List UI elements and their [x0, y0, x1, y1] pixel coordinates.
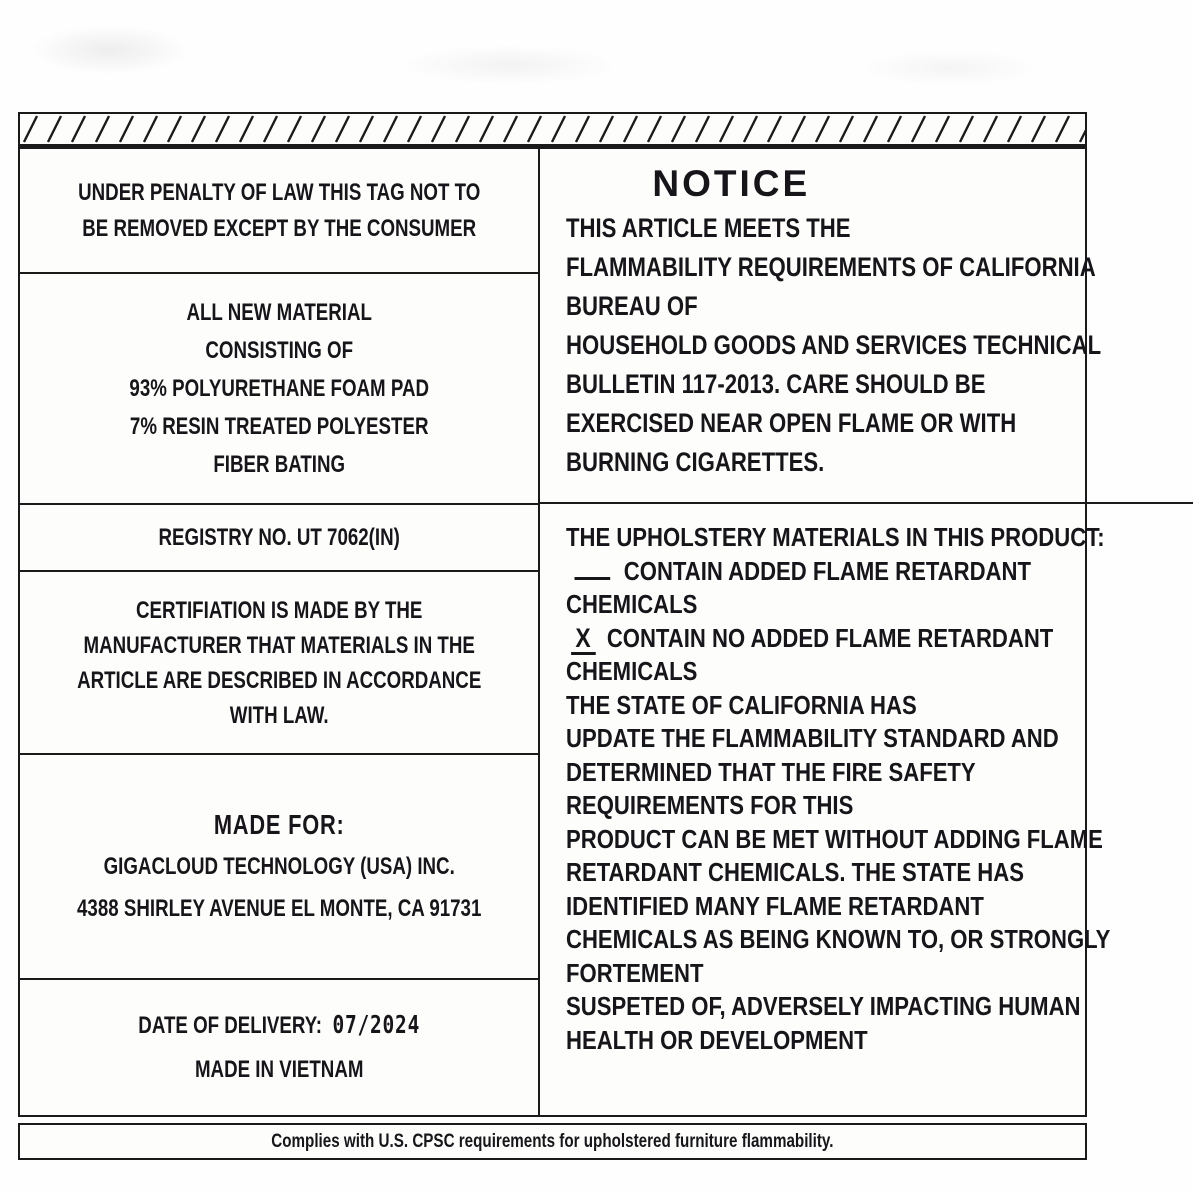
certification-line: WITH LAW.	[229, 701, 329, 729]
upholstery-body-line: REQUIREMENTS FOR THIS	[566, 790, 854, 820]
delivery-line	[77, 1003, 481, 1048]
penalty-cell	[20, 149, 538, 274]
upholstery-body-line: UPDATE THE FLAMMABILITY STANDARD AND	[566, 723, 1060, 753]
certification-line: CERTIFIATION IS MADE BY THE	[136, 596, 423, 624]
materials-line: FIBER BATING	[213, 450, 346, 478]
flame-retardant-none-option	[566, 622, 1122, 656]
registry-cell	[20, 505, 538, 572]
diagonal-hatch-pattern-icon	[20, 114, 1085, 144]
made-for-address: 4388 SHIRLEY AVENUE EL MONTE, CA 91731	[77, 894, 482, 922]
notice-line: BULLETIN 117-2013. CARE SHOULD BE	[566, 369, 986, 399]
unchecked-blank-line-icon	[575, 556, 611, 579]
upholstery-body-line: RETARDANT CHEMICALS. THE STATE HAS	[566, 857, 1025, 887]
notice-line: HOUSEHOLD GOODS AND SERVICES TECHNICAL	[566, 330, 1102, 360]
cpsc-compliance-text: Complies with U.S. CPSC requirements for upholstered furniture flammability.	[271, 1130, 834, 1152]
penalty-line: BE REMOVED EXCEPT BY THE CONSUMER	[82, 214, 477, 242]
made-in-origin: MADE IN VIETNAM	[194, 1056, 364, 1083]
upholstery-body-line: FORTEMENT	[566, 957, 704, 988]
notice-cell	[540, 149, 1193, 504]
option-text: CONTAIN NO ADDED FLAME RETARDANT	[607, 622, 1054, 653]
left-column	[20, 149, 540, 1115]
upholstery-body-line: HEALTH OR DEVELOPMENT	[566, 1024, 869, 1055]
x-checkmark-icon: X	[572, 625, 597, 655]
notice-title: NOTICE	[652, 163, 811, 204]
upholstery-body-line: THE STATE OF CALIFORNIA HAS	[566, 689, 918, 720]
made-for-company: GIGACLOUD TECHNOLOGY (USA) INC.	[103, 852, 455, 880]
certification-cell	[20, 572, 538, 755]
materials-cell	[20, 274, 538, 505]
notice-line: THIS ARTICLE MEETS THE	[566, 213, 851, 243]
notice-line: BUREAU OF	[566, 291, 699, 321]
scan-smudge	[30, 25, 190, 75]
delivery-cell	[20, 980, 538, 1115]
upholstery-body-line: SUSPETED OF, ADVERSELY IMPACTING HUMAN	[566, 991, 1081, 1021]
notice-line: FLAMMABILITY REQUIREMENTS OF CALIFORNIA	[566, 252, 1097, 282]
upholstery-body-line: PRODUCT CAN BE MET WITHOUT ADDING FLAME	[566, 823, 1104, 854]
made-for-heading: MADE FOR:	[213, 808, 345, 840]
certification-line: MANUFACTURER THAT MATERIALS IN THE	[83, 631, 475, 659]
scan-smudge	[400, 45, 620, 85]
certification-line: ARTICLE ARE DESCRIBED IN ACCORDANCE	[77, 666, 482, 694]
upholstery-body-line: DETERMINED THAT THE FIRE SAFETY	[566, 756, 977, 787]
registry-number: REGISTRY NO. UT 7062(IN)	[158, 523, 400, 551]
upholstery-cell	[540, 504, 1193, 1115]
label-table	[18, 147, 1111, 1117]
materials-line: 7% RESIN TREATED POLYESTER	[129, 412, 429, 440]
right-column	[540, 149, 1193, 1115]
materials-line: CONSISTING OF	[205, 336, 354, 364]
notice-line: EXERCISED NEAR OPEN FLAME OR WITH	[566, 408, 1017, 438]
materials-line: 93% POLYURETHANE FOAM PAD	[129, 374, 429, 402]
notice-line: BURNING CIGARETTES.	[566, 447, 825, 477]
option-text: CONTAIN ADDED FLAME RETARDANT	[624, 555, 1032, 586]
upholstery-body-line: CHEMICALS AS BEING KNOWN TO, OR STRONGLY	[566, 924, 1111, 954]
materials-line: ALL NEW MATERIAL	[186, 298, 372, 326]
cpsc-compliance-bar	[18, 1123, 1087, 1160]
delivery-date-value: 07/2024	[332, 1010, 421, 1039]
hatched-header-bar	[18, 112, 1087, 148]
penalty-line: UNDER PENALTY OF LAW THIS TAG NOT TO	[78, 178, 481, 206]
flame-retardant-added-option	[566, 555, 1122, 589]
made-for-cell	[20, 755, 538, 980]
upholstery-body-line: IDENTIFIED MANY FLAME RETARDANT	[566, 890, 985, 921]
delivery-label: DATE OF DELIVERY:	[138, 1012, 323, 1039]
scan-smudge	[860, 50, 1040, 86]
upholstery-heading: THE UPHOLSTERY MATERIALS IN THIS PRODUCT:	[566, 522, 1106, 552]
law-label-sheet	[18, 112, 1111, 1159]
option-wrap-line: CHEMICALS	[566, 656, 698, 686]
option-wrap-line: CHEMICALS	[566, 589, 698, 619]
